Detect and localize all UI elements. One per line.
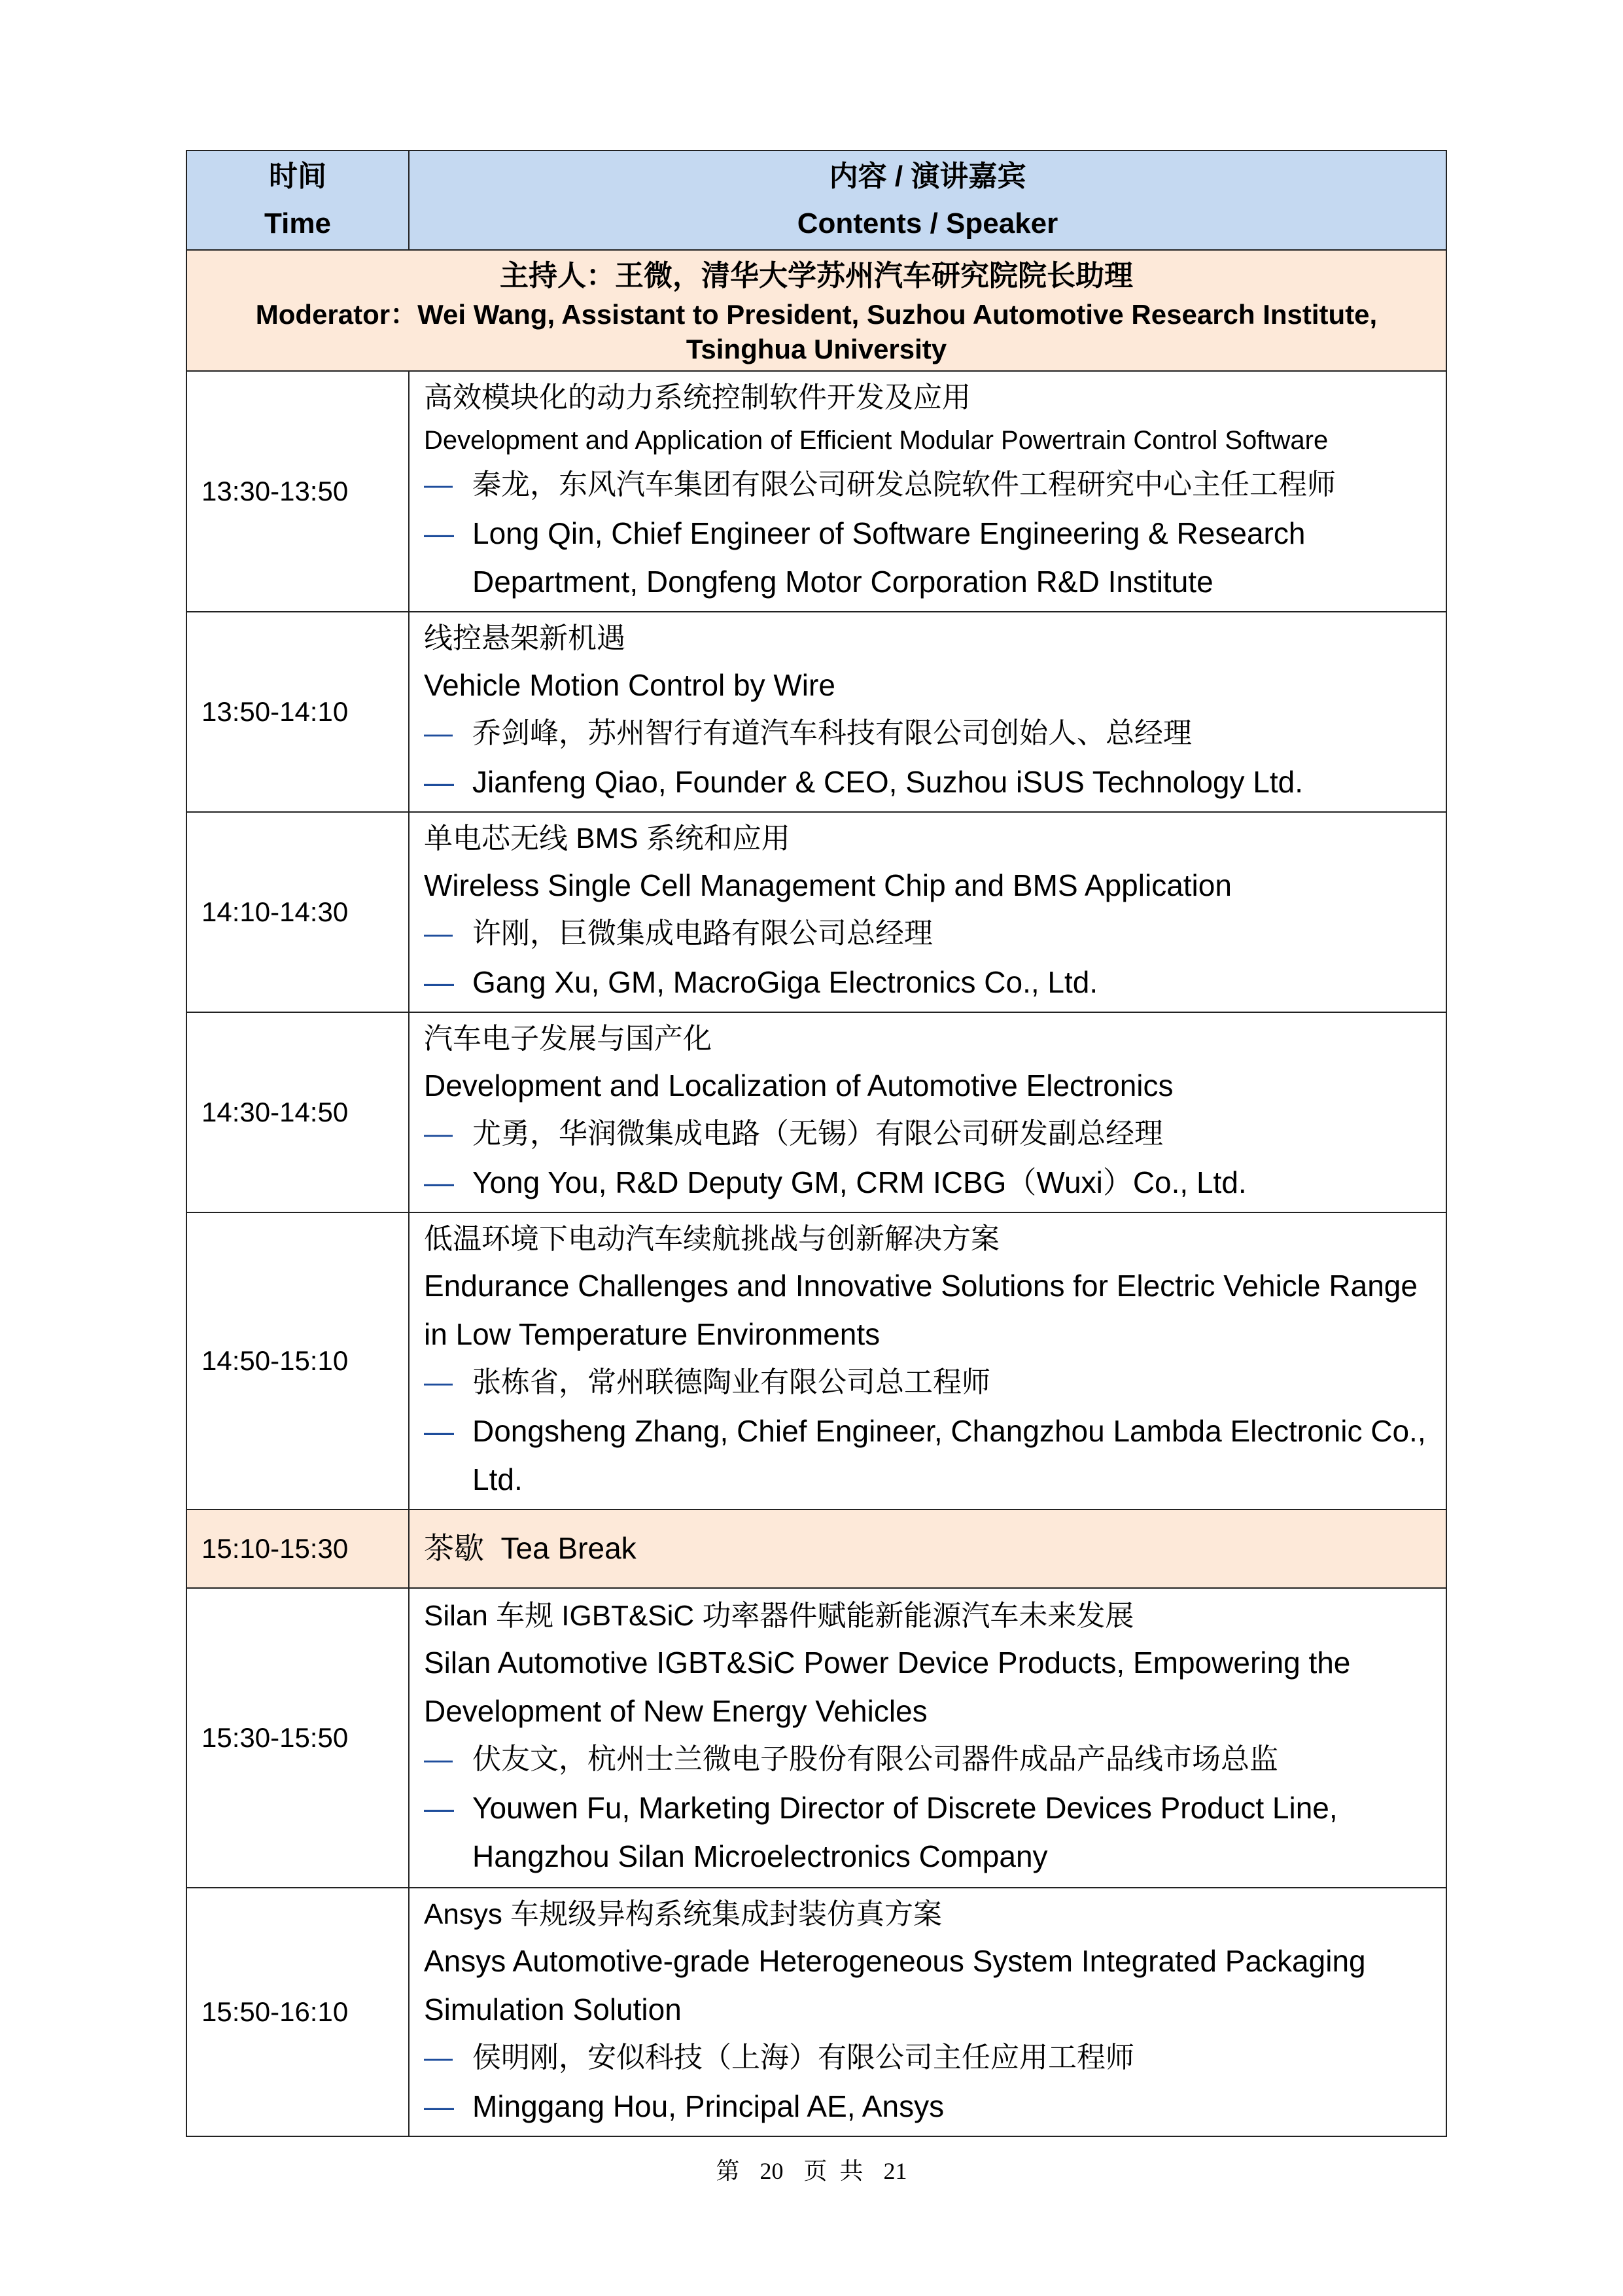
session-time: 14:30-14:50 <box>186 1012 409 1212</box>
session-title-en: Vehicle Motion Control by Wire <box>424 668 835 702</box>
speaker-en-text: Yong You, R&D Deputy GM, CRM ICBG（Wuxi）Co., Ltd. <box>472 1165 1247 1199</box>
moderator-row <box>186 250 1446 371</box>
speaker-en <box>424 2082 1431 2130</box>
time-header-en: Time <box>264 207 331 239</box>
dash-icon: — <box>424 516 454 550</box>
tea-break-time: 15:10-15:30 <box>186 1510 409 1588</box>
session-row <box>186 371 1446 612</box>
dash-icon: — <box>424 1791 454 1825</box>
content-header-en: Contents / Speaker <box>797 207 1058 239</box>
session-title-en: Development and Localization of Automotive Electronics <box>424 1069 1174 1103</box>
speaker-zh-text: 乔剑峰，苏州智行有道汽车科技有限公司创始人、总经理 <box>472 717 1192 749</box>
session-details <box>409 1012 1446 1212</box>
speaker-en-text: Jianfeng Qiao, Founder & CEO, Suzhou iSUS Technology Ltd. <box>472 765 1304 799</box>
speaker-zh-text: 许刚，巨微集成电路有限公司总经理 <box>472 917 933 949</box>
moderator-cell <box>186 250 1446 371</box>
speaker-zh-text: 秦龙，东风汽车集团有限公司研发总院软件工程研究中心主任工程师 <box>472 468 1336 501</box>
session-title-en: Development and Application of Efficient Modular Powertrain Control Software <box>424 426 1329 455</box>
speaker-en-text: Dongsheng Zhang, Chief Engineer, Changzhou Lambda Electronic Co., Ltd. <box>472 1414 1426 1496</box>
session-title-zh: 汽车电子发展与国产化 <box>424 1023 712 1055</box>
session-time: 14:10-14:30 <box>186 812 409 1012</box>
session-title-zh: Silan 车规 IGBT&SiC 功率器件赋能新能源汽车未来发展 <box>424 1600 1134 1632</box>
session-time: 13:50-14:10 <box>186 612 409 812</box>
time-header-zh: 时间 <box>269 160 326 192</box>
session-title-en: Silan Automotive IGBT&SiC Power Device Products, Empowering the Development of New Energy Vehicles <box>424 1646 1351 1728</box>
speaker-en-text: Gang Xu, GM, MacroGiga Electronics Co., Ltd. <box>472 965 1098 999</box>
dash-icon: — <box>424 1414 454 1448</box>
footer-page-number: 20 <box>759 2158 784 2184</box>
footer-middle: 页 共 <box>803 2158 864 2184</box>
session-title-zh: 高效模块化的动力系统控制软件开发及应用 <box>424 381 971 414</box>
session-row <box>186 612 1446 812</box>
session-title-en: Ansys Automotive-grade Heterogeneous System Integrated Packaging Simulation Solution <box>424 1944 1366 2026</box>
session-row <box>186 1888 1446 2136</box>
dash-icon: — <box>424 765 454 799</box>
dash-icon: — <box>424 468 453 501</box>
session-time: 14:50-15:10 <box>186 1212 409 1510</box>
speaker-zh <box>424 910 1431 958</box>
session-title-zh: 线控悬架新机遇 <box>424 622 625 654</box>
speaker-en <box>424 1158 1431 1207</box>
session-row <box>186 812 1446 1012</box>
dash-icon: — <box>424 717 453 749</box>
speaker-en <box>424 509 1431 606</box>
speaker-en <box>424 758 1431 806</box>
moderator-zh: 主持人：王微，清华大学苏州汽车研究院院长助理 <box>500 259 1133 292</box>
session-details <box>409 812 1446 1012</box>
session-row <box>186 1212 1446 1510</box>
session-details <box>409 1888 1446 2136</box>
agenda-table <box>186 150 1447 2137</box>
session-time: 13:30-13:50 <box>186 371 409 612</box>
speaker-en <box>424 1407 1431 1504</box>
dash-icon: — <box>424 1743 453 1775</box>
session-time: 15:30-15:50 <box>186 1588 409 1888</box>
session-details <box>409 371 1446 612</box>
session-title-zh: 单电芯无线 BMS 系统和应用 <box>424 822 790 855</box>
speaker-zh-text: 张栋省，常州联德陶业有限公司总工程师 <box>472 1366 990 1398</box>
content-header-zh: 内容 / 演讲嘉宾 <box>829 160 1026 192</box>
dash-icon: — <box>424 2089 454 2123</box>
speaker-en <box>424 1784 1431 1881</box>
moderator-en: Moderator：Wei Wang, Assistant to President, Suzhou Automotive Research Institute, Tsinghua University <box>255 298 1378 364</box>
footer-prefix: 第 <box>716 2158 740 2184</box>
speaker-zh <box>424 461 1431 509</box>
speaker-en <box>424 958 1431 1006</box>
session-row <box>186 1012 1446 1212</box>
speaker-zh <box>424 1735 1431 1784</box>
content-header <box>409 150 1446 250</box>
session-title-en: Wireless Single Cell Management Chip and BMS Application <box>424 868 1232 902</box>
speaker-zh <box>424 2034 1431 2082</box>
dash-icon: — <box>424 965 454 999</box>
speaker-zh-text: 伏友文，杭州士兰微电子股份有限公司器件成品产品线市场总监 <box>472 1743 1278 1775</box>
speaker-zh-text: 尤勇，华润微集成电路（无锡）有限公司研发副总经理 <box>472 1118 1163 1150</box>
session-title-en: Endurance Challenges and Innovative Solutions for Electric Vehicle Range in Low Temperature Environments <box>424 1269 1418 1351</box>
speaker-en-text: Youwen Fu, Marketing Director of Discrete Devices Product Line, Hangzhou Silan Microelectronics Company <box>472 1791 1338 1873</box>
session-row <box>186 1588 1446 1888</box>
tea-break-label: 茶歇 Tea Break <box>409 1510 1446 1588</box>
session-time: 15:50-16:10 <box>186 1888 409 2136</box>
session-details <box>409 612 1446 812</box>
dash-icon: — <box>424 917 453 949</box>
speaker-en-text: Minggang Hou, Principal AE, Ansys <box>472 2089 945 2123</box>
speaker-zh-text: 侯明刚，安似科技（上海）有限公司主任应用工程师 <box>472 2041 1134 2074</box>
speaker-zh <box>424 1358 1431 1407</box>
session-title-zh: Ansys 车规级异构系统集成封装仿真方案 <box>424 1898 943 1930</box>
footer-total-pages: 21 <box>883 2158 907 2184</box>
session-details <box>409 1212 1446 1510</box>
speaker-zh <box>424 1110 1431 1158</box>
dash-icon: — <box>424 1165 454 1199</box>
dash-icon: — <box>424 1118 453 1150</box>
header-row <box>186 150 1446 250</box>
dash-icon: — <box>424 1366 453 1398</box>
dash-icon: — <box>424 2041 453 2074</box>
session-details <box>409 1588 1446 1888</box>
speaker-zh <box>424 709 1431 758</box>
page-footer <box>0 2153 1623 2186</box>
session-title-zh: 低温环境下电动汽车续航挑战与创新解决方案 <box>424 1223 1000 1255</box>
speaker-en-text: Long Qin, Chief Engineer of Software Engineering & Research Department, Dongfeng Motor Corporation R&D Institute <box>472 516 1306 599</box>
tea-break-row <box>186 1510 1446 1588</box>
time-header <box>186 150 409 250</box>
